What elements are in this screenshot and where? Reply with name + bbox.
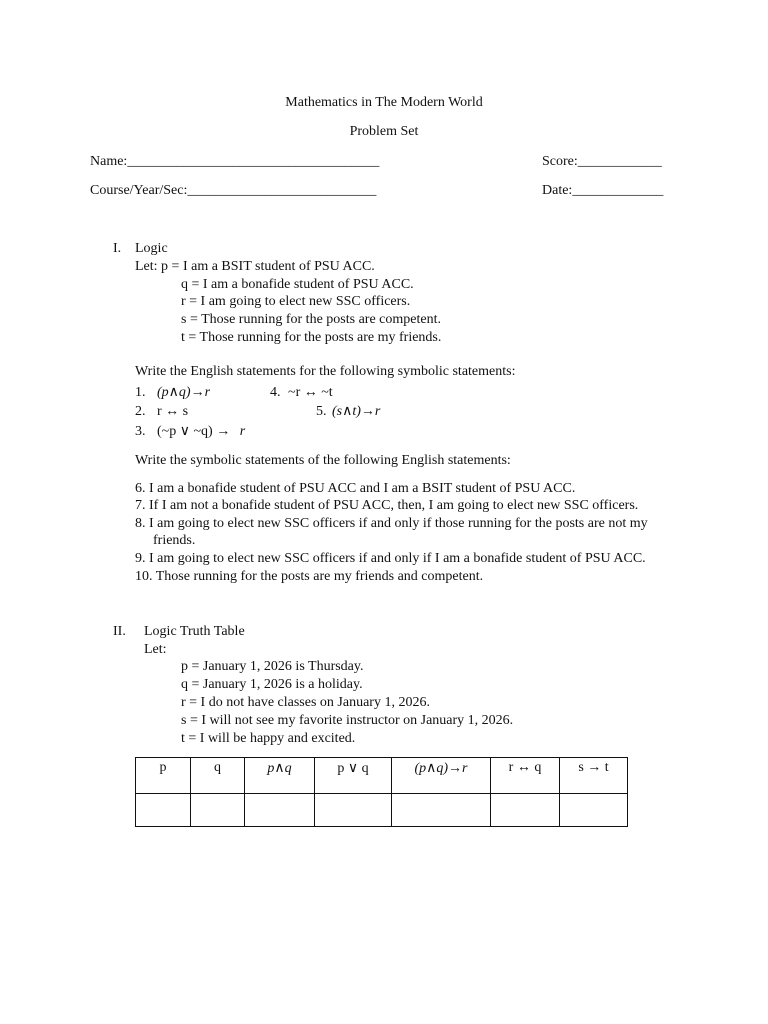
section-2-numeral: II. — [113, 624, 126, 639]
document-title: Mathematics in The Modern World — [285, 95, 483, 110]
header-p-or-q: p ∨ q — [315, 758, 392, 794]
answer-cell-p-or-q[interactable] — [315, 794, 392, 827]
section-2-title: Logic Truth Table — [144, 624, 245, 639]
expression-1: (p∧q)→r — [157, 385, 211, 400]
item-number-4: 4. — [270, 385, 281, 400]
section-1-title: Logic — [135, 241, 168, 256]
definition-r: r = I am going to elect new SSC officers. — [181, 294, 411, 309]
english-item-7: 7. If I am not a bonafide student of PSU ACC, then, I am going to elect new SSC officers. — [135, 498, 639, 513]
definition-p2: p = January 1, 2026 is Thursday. — [181, 659, 364, 674]
course-field: Course/Year/Sec:___________________________ — [90, 183, 377, 198]
instruction-symbolic: Write the symbolic statements of the following English statements: — [135, 453, 511, 468]
let-label: Let: — [144, 642, 167, 657]
item-number-2: 2. — [135, 404, 146, 419]
document-subtitle: Problem Set — [349, 124, 419, 139]
english-item-8-continued: friends. — [153, 533, 196, 548]
date-field: Date:_____________ — [542, 183, 664, 198]
expression-2: r ↔ s — [157, 404, 189, 419]
expression-3-left: (~p ∨ ~q) → — [157, 424, 231, 439]
definition-t: t = Those running for the posts are my friends. — [181, 330, 442, 345]
definition-s2: s = I will not see my favorite instructor on January 1, 2026. — [181, 713, 514, 728]
answer-cell-r-iff-q[interactable] — [491, 794, 560, 827]
answer-cell-q[interactable] — [191, 794, 245, 827]
item-number-3: 3. — [135, 424, 146, 439]
item-number-5: 5. — [316, 404, 327, 419]
definition-q: q = I am a bonafide student of PSU ACC. — [181, 277, 414, 292]
section-1-numeral: I. — [113, 241, 122, 256]
let-line: Let: p = I am a BSIT student of PSU ACC. — [135, 259, 375, 274]
answer-cell-p[interactable] — [136, 794, 191, 827]
expression-4: ~r ↔ ~t — [288, 385, 333, 400]
english-item-10: 10. Those running for the posts are my friends and competent. — [135, 569, 484, 584]
answer-cell-conditional[interactable] — [392, 794, 491, 827]
english-item-6: 6. I am a bonafide student of PSU ACC and I am a BSIT student of PSU ACC. — [135, 481, 576, 496]
expression-3-right: r — [239, 424, 246, 439]
english-item-9: 9. I am going to elect new SSC officers if and only if I am a bonafide student of PSU ACC. — [135, 551, 646, 566]
expression-5: (s∧t)→r — [332, 404, 381, 419]
truth-table — [135, 757, 628, 827]
definition-s: s = Those running for the posts are competent. — [181, 312, 441, 327]
answer-cell-p-and-q[interactable] — [245, 794, 315, 827]
name-field: Name:____________________________________ — [90, 154, 380, 169]
answer-cell-s-implies-t[interactable] — [560, 794, 628, 827]
english-item-8: 8. I am going to elect new SSC officers if and only if those running for the posts are not my — [135, 516, 648, 531]
definition-q2: q = January 1, 2026 is a holiday. — [181, 677, 363, 692]
item-number-1: 1. — [135, 385, 146, 400]
header-conditional: (p∧q)→r — [392, 758, 491, 794]
header-s-implies-t: s → t — [560, 758, 628, 794]
header-q: q — [191, 758, 245, 794]
header-p: p — [136, 758, 191, 794]
definition-r2: r = I do not have classes on January 1, 2026. — [181, 695, 430, 710]
header-r-iff-q: r ↔ q — [491, 758, 560, 794]
definition-t2: t = I will be happy and excited. — [181, 731, 356, 746]
header-p-and-q: p∧q — [245, 758, 315, 794]
score-field: Score:____________ — [542, 154, 662, 169]
instruction-english: Write the English statements for the following symbolic statements: — [135, 364, 516, 379]
expression-3 — [157, 423, 245, 441]
